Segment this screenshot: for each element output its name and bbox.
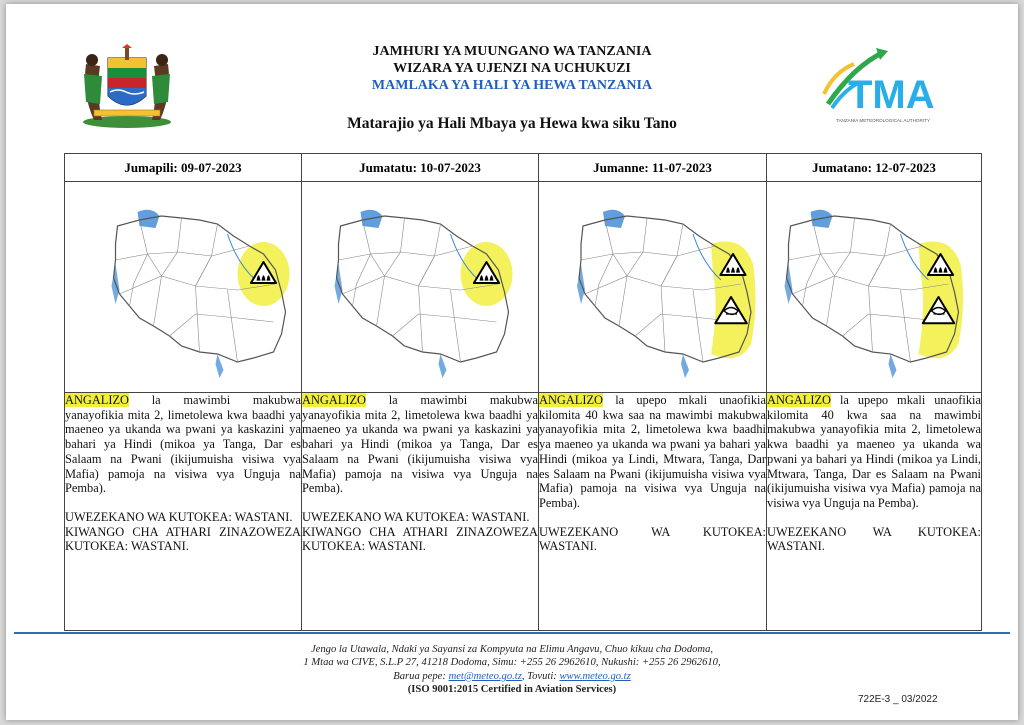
day-header: Jumanne: 11-07-2023 [539, 154, 767, 182]
region-border-shape [693, 290, 703, 362]
map-cell [767, 182, 982, 393]
header-ministry: WIZARA YA UJENZI NA UCHUKUZI [393, 61, 631, 76]
region-border-shape [869, 256, 885, 286]
lake-nyasa-shape [439, 354, 447, 378]
warning-paragraph [767, 393, 981, 511]
footer-contacts [6, 671, 1018, 682]
document-page [6, 4, 1018, 720]
day-header: Jumapili: 09-07-2023 [65, 154, 302, 182]
warning-text-cell [302, 393, 539, 631]
impact-text: KIWANGO CHA ATHARI ZINAZOWEZA KUTOKEA: WASTANI. [302, 524, 538, 554]
warning-description: la upepo mkali unaofikia kilomita 40 kwa saa na mawimbi makubwa yanayofikia mita 2, limetolewa kwa baadhi ya maeneo ya ukanda wa pwani ya bahari ya Hindi (mikoa ya Lindi, Mtwara, Tanga, Dar es Salaam na Pwani (ikijumuisha visiwa vya Mafia) pamoja na visiwa vya Unguja na Pemba). [539, 393, 766, 510]
region-border-shape [613, 254, 627, 276]
forecast-table [64, 153, 982, 631]
tma-logo-text: TMA [848, 73, 935, 117]
region-border-shape [393, 314, 497, 336]
tanzania-warning-map [65, 182, 302, 392]
warning-keyword: ANGALIZO [65, 393, 130, 407]
warning-paragraph [302, 393, 538, 496]
web-label: , Tovuti: [521, 671, 560, 682]
region-border-shape [595, 220, 613, 306]
region-border-shape [827, 218, 855, 326]
warning-description: la mawimbi makubwa yanayofikia mita 2, limetolewa kwa baadhi ya maeneo ya ukanda wa pwani ya kaskazini ya bahari ya Hindi (mikoa ya Tanga, Dar es Salaam na Pwani (ikijumuisha visiwa vya Mafia) pamoja na visiwa vya Unguja na Pemba). [65, 393, 301, 496]
region-border-shape [371, 254, 385, 276]
warning-keyword: ANGALIZO [539, 393, 604, 407]
region-border-shape [419, 256, 435, 286]
map-cell [539, 182, 767, 393]
warning-description: la mawimbi makubwa yanayofikia mita 2, limetolewa kwa baadhi ya maeneo ya ukanda wa pwani ya kaskazini ya bahari ya Hindi (mikoa ya Tanga, Dar es Salaam na Pwani (ikijumuisha visiwa vya Mafia) pamoja na visiwa vya Unguja na Pemba). [302, 393, 538, 496]
footer-address-line2: 1 Mtaa wa CIVE, S.L.P 27, 41218 Dodoma, Simu: +255 26 2962610, Nukushi: +255 26 2962610, [303, 657, 721, 668]
region-border-shape [377, 218, 405, 326]
region-border-shape [789, 246, 923, 260]
tanzania-warning-map [302, 182, 539, 392]
likelihood-text: UWEZEKANO WA KUTOKEA: WASTANI. [65, 509, 293, 524]
iso-certification: (ISO 9001:2015 Certified in Aviation Services) [407, 684, 617, 695]
tanzania-warning-map [539, 182, 767, 392]
region-border-shape [196, 256, 212, 286]
region-border-shape [821, 254, 835, 276]
day-header: Jumatatu: 10-07-2023 [302, 154, 539, 182]
lake-nyasa-shape [216, 354, 224, 378]
warning-text-cell [65, 393, 302, 631]
tma-logo-subtext: TANZANIA METEOROLOGICAL AUTHORITY [836, 118, 930, 123]
warning-keyword: ANGALIZO [767, 393, 832, 407]
header-country: JAMHURI YA MUUNGANO WA TANZANIA [372, 44, 652, 59]
lake-nyasa-shape [681, 354, 689, 378]
warning-paragraph [65, 393, 301, 496]
region-border-shape [170, 314, 274, 336]
region-border-shape [339, 246, 473, 260]
day-header: Jumatano: 12-07-2023 [767, 154, 982, 182]
header-agency: MAMLAKA YA HALI YA HEWA TANZANIA [371, 78, 653, 93]
region-border-shape [130, 220, 148, 306]
region-border-shape [803, 220, 821, 306]
map-cell [65, 182, 302, 393]
footer-address-line1: Jengo la Utawala, Ndaki ya Sayansi za Kompyuta na Elimu Angavu, Chuo kikuu cha Dodoma, [310, 644, 714, 655]
warning-description: la upepo mkali unaofikia kilomita 40 kwa saa na mawimbi makubwa yanayofikia mita 2, limetolewa kwa baadhi ya maeneo ya ukanda wa pwani ya bahari ya Hindi (mikoa ya Lindi, Mtwara, Tanga, Dar es Salaam na Pwani (ikijumuisha visiwa vya Mafia) pamoja na visiwa vya Unguja na Pemba). [767, 393, 981, 510]
tanzania-warning-map [767, 182, 982, 392]
region-border-shape [661, 256, 677, 286]
footer-divider [14, 632, 1010, 634]
document-reference: 722E-3 _ 03/2022 [858, 694, 938, 705]
region-border-shape [116, 246, 250, 260]
likelihood-text: UWEZEKANO WA KUTOKEA: WASTANI. [539, 524, 766, 554]
warning-text-cell [767, 393, 982, 631]
warning-paragraph [539, 393, 766, 511]
region-border-shape [619, 218, 647, 326]
warning-text-cell [539, 393, 767, 631]
lake-nyasa-shape [889, 354, 897, 378]
website-link[interactable]: www.meteo.go.tz [559, 671, 631, 682]
email-label: Barua pepe: [393, 671, 449, 682]
map-row [65, 182, 982, 393]
warning-keyword: ANGALIZO [302, 393, 367, 407]
map-cell [302, 182, 539, 393]
day-header-row [65, 154, 982, 182]
region-border-shape [353, 220, 371, 306]
text-row [65, 393, 982, 631]
page-title: Matarajio ya Hali Mbaya ya Hewa kwa siku Tano [347, 115, 677, 132]
impact-text: KIWANGO CHA ATHARI ZINAZOWEZA KUTOKEA: WASTANI. [65, 524, 301, 554]
region-border-shape [228, 290, 238, 362]
region-border-shape [451, 290, 461, 362]
region-border-shape [148, 254, 162, 276]
region-border-shape [581, 246, 715, 260]
likelihood-text: UWEZEKANO WA KUTOKEA: WASTANI. [767, 524, 981, 554]
email-link[interactable]: met@meteo.go.tz [448, 671, 522, 682]
region-border-shape [154, 218, 182, 326]
likelihood-text: UWEZEKANO WA KUTOKEA: WASTANI. [302, 509, 530, 524]
region-border-shape [901, 290, 911, 362]
